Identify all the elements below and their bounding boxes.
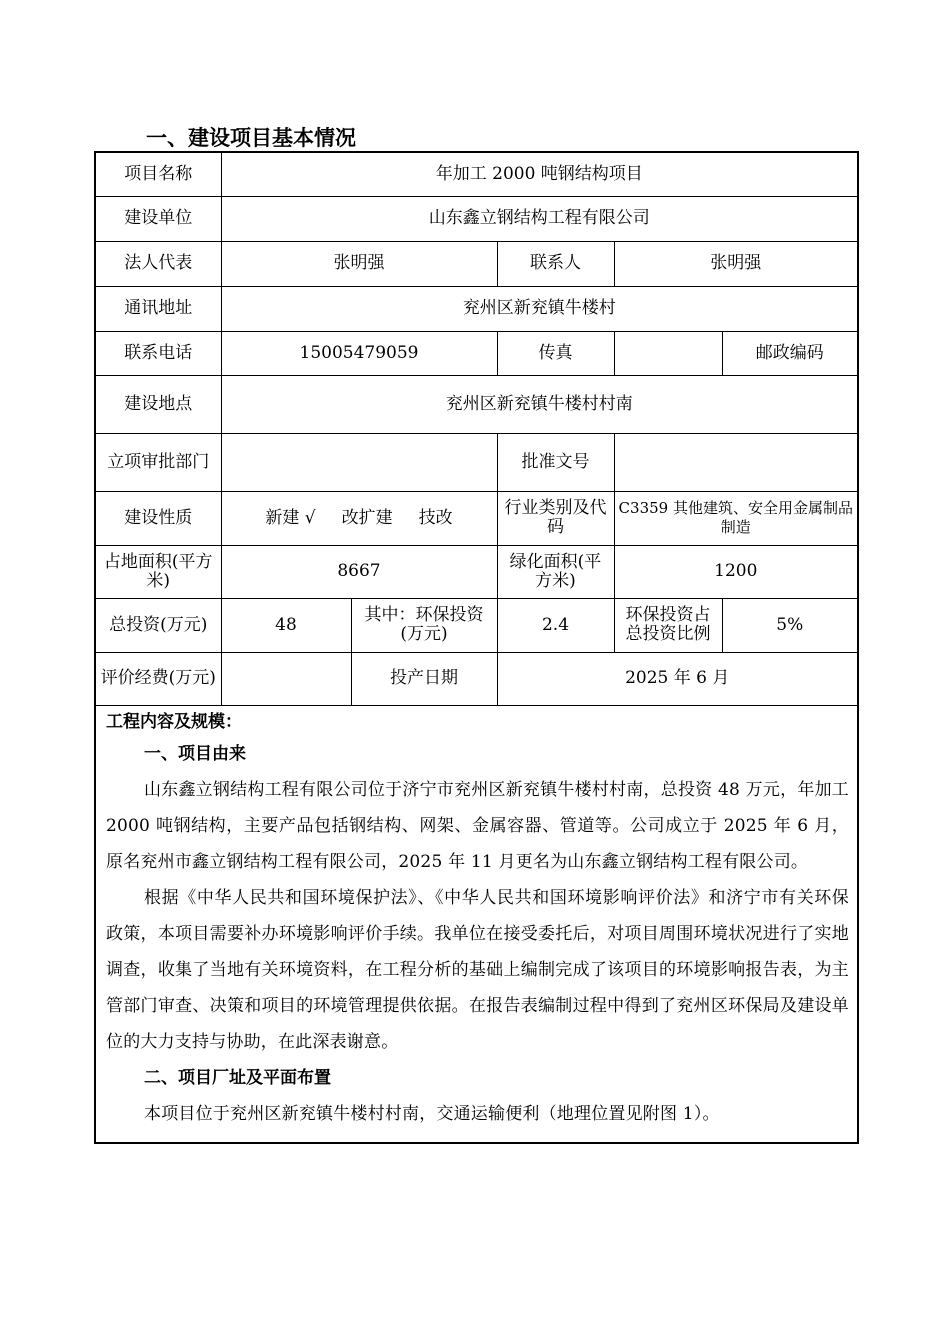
label-fax: 传真 — [497, 331, 614, 375]
label-phone: 联系电话 — [95, 331, 221, 375]
section-title: 一、建设项目基本情况 — [146, 126, 356, 150]
nature-new: 新建 √ — [265, 507, 316, 528]
table-row — [95, 545, 858, 598]
label-eval-fee: 评价经费(万元) — [95, 652, 221, 705]
label-green-area: 绿化面积(平方米) — [497, 545, 614, 598]
label-total-invest: 总投资(万元) — [95, 598, 221, 652]
label-contact: 联系人 — [497, 241, 614, 286]
table-row — [95, 286, 858, 331]
label-approval-no: 批准文号 — [497, 433, 614, 491]
paragraph-origin: 山东鑫立钢结构工程有限公司位于济宁市兖州区新兖镇牛楼村村南，总投资 48 万元，年加工 2000 吨钢结构，主要产品包括钢结构、网架、金属容器、管道等。公司成立于 2025 年 6 月，原名兖州市鑫立钢结构工程有限公司，2025 年 11 月更名为山东鑫立钢结构工程有限公司。 — [106, 779, 850, 872]
value-env-ratio: 5% — [722, 598, 858, 652]
label-env-invest: 其中：环保投资(万元) — [351, 598, 497, 652]
paragraph-site: 本项目位于兖州区新兖镇牛楼村村南，交通运输便利（地理位置见附图 1）。 — [144, 1103, 720, 1124]
value-eval-fee — [221, 652, 351, 705]
nature-tech: 技改 — [418, 507, 453, 528]
label-industry: 行业类别及代码 — [497, 491, 614, 545]
paragraph-basis: 根据《中华人民共和国环境保护法》、《中华人民共和国环境影响评价法》和济宁市有关环保政策，本项目需要补办环境影响评价手续。我单位在接受委托后，对项目周围环境状况进行了实地调查，收集了当地有关环境资料，在工程分析的基础上编制完成了该项目的环境影响报告表，为主管部门审查、决策和项目的环境管理提供依据。在报告表编制过程中得到了兖州区环保局及建设单位的大力支持与协助，在此深表谢意。 — [106, 887, 850, 1052]
label-postcode: 邮政编码 — [722, 331, 858, 375]
label-address: 通讯地址 — [95, 286, 221, 331]
value-approval-no — [614, 433, 858, 491]
table-row — [95, 491, 858, 545]
value-land-area: 8667 — [221, 545, 497, 598]
value-project-name: 年加工 2000 吨钢结构项目 — [221, 152, 858, 196]
value-industry: C3359 其他建筑、安全用金属制品制造 — [614, 491, 858, 545]
label-start-date: 投产日期 — [351, 652, 497, 705]
table-row — [95, 375, 858, 433]
subheading-site: 二、项目厂址及平面布置 — [144, 1067, 331, 1088]
value-approval-dept — [221, 433, 497, 491]
project-info-table — [94, 151, 859, 1144]
value-contact: 张明强 — [614, 241, 858, 286]
value-location: 兖州区新兖镇牛楼村村南 — [221, 375, 858, 433]
label-env-ratio: 环保投资占总投资比例 — [614, 598, 722, 652]
table-row — [95, 598, 858, 652]
value-phone: 15005479059 — [221, 331, 497, 375]
label-project-name: 项目名称 — [95, 152, 221, 196]
label-nature: 建设性质 — [95, 491, 221, 545]
label-unit: 建设单位 — [95, 196, 221, 241]
label-approval-dept: 立项审批部门 — [95, 433, 221, 491]
label-land-area: 占地面积(平方米) — [95, 545, 221, 598]
table-row — [95, 705, 858, 1143]
value-address: 兖州区新兖镇牛楼村 — [221, 286, 858, 331]
value-fax — [614, 331, 722, 375]
content-title: 工程内容及规模： — [106, 711, 242, 732]
value-start-date: 2025 年 6 月 — [497, 652, 858, 705]
table-row — [95, 331, 858, 375]
label-location: 建设地点 — [95, 375, 221, 433]
table-row — [95, 241, 858, 286]
value-env-invest: 2.4 — [497, 598, 614, 652]
table-row — [95, 652, 858, 705]
value-unit: 山东鑫立钢结构工程有限公司 — [221, 196, 858, 241]
subheading-origin: 一、项目由来 — [144, 743, 246, 764]
value-nature — [221, 491, 497, 545]
label-legal-rep: 法人代表 — [95, 241, 221, 286]
value-total-invest: 48 — [221, 598, 351, 652]
table-row — [95, 196, 858, 241]
value-legal-rep: 张明强 — [221, 241, 497, 286]
value-green-area: 1200 — [614, 545, 858, 598]
nature-expand: 改扩建 — [341, 507, 393, 528]
content-cell — [95, 705, 858, 1143]
table-row — [95, 152, 858, 196]
table-row — [95, 433, 858, 491]
